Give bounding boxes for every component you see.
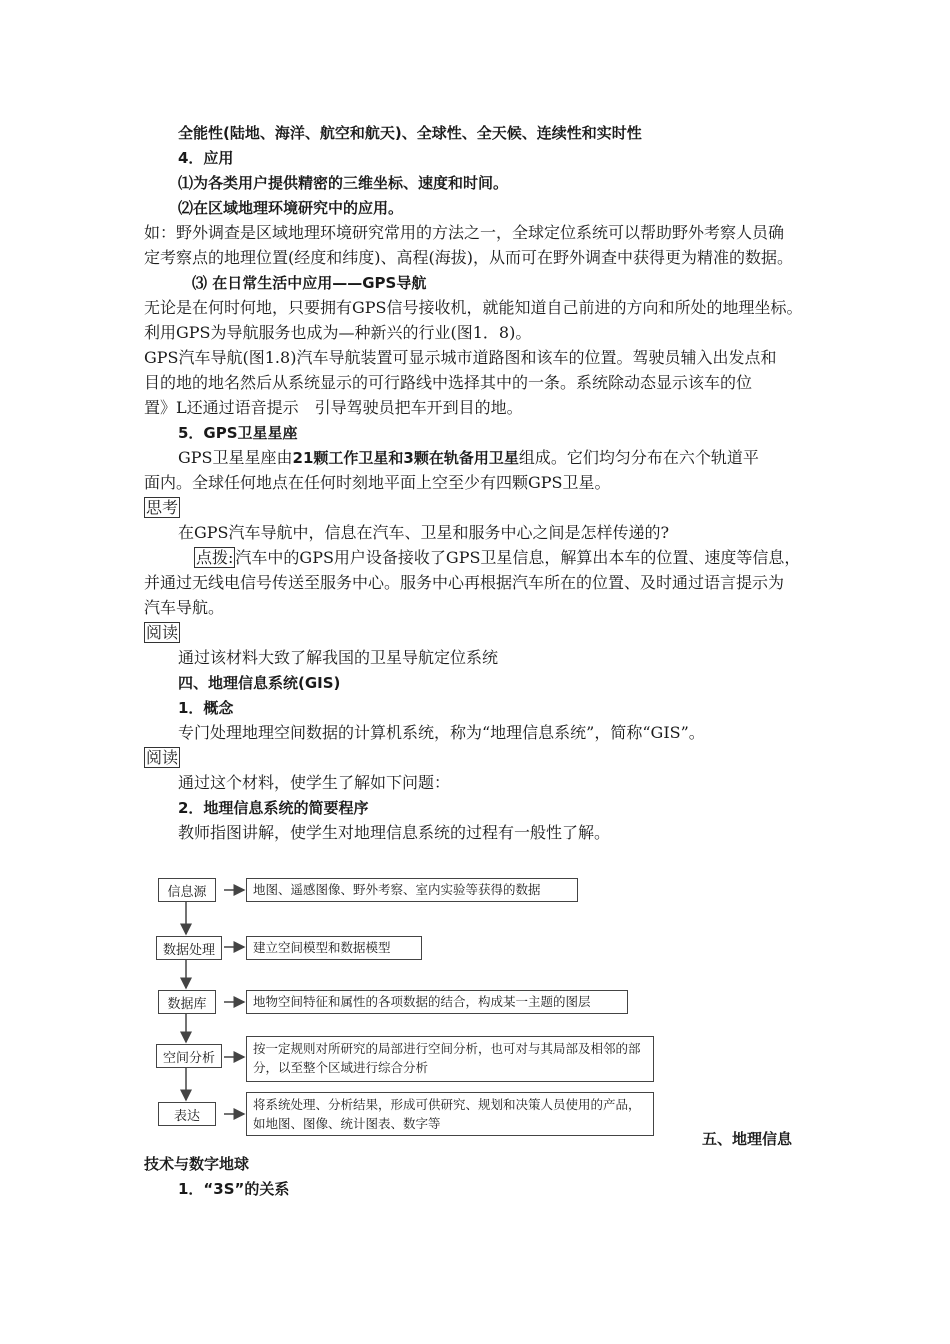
paragraph-line: 汽车导航。 — [144, 598, 225, 617]
hint-label: 点拨: — [196, 548, 234, 567]
heading-gis: 四、地理信息系统(GIS) — [178, 674, 341, 692]
step-processing: 数据处理 — [156, 936, 222, 960]
paragraph-line: 如：野外调查是区域地理环境研究常用的方法之一，全球定位系统可以帮助野外考察人员确 — [144, 223, 785, 242]
paragraph-line: 利用GPS为导航服务也成为—种新兴的行业(图1．8)。 — [144, 323, 532, 342]
hint-line — [194, 546, 800, 570]
think-box: 思考 — [146, 498, 179, 517]
paragraph-line: 专门处理地理空间数据的计算机系统，称为“地理信息系统”，简称“GIS”。 — [178, 723, 705, 742]
paragraph-line: 通过该材料大致了解我国的卫星导航定位系统 — [178, 648, 499, 667]
question-line: 在GPS汽车导航中，信息在汽车、卫星和服务中心之间是怎样传递的? — [178, 523, 670, 542]
read-box: 阅读 — [146, 748, 179, 767]
constellation-satellite-count: 21颗工作卫星和3颗在轨备用卫星 — [292, 449, 519, 467]
step-expression: 表达 — [158, 1102, 216, 1126]
paragraph-line: 无论是在何时何地，只要拥有GPS信号接收机，就能知道自己前进的方向和所处的地理坐标。 — [144, 298, 803, 317]
paragraph-line: 置》L还通过语音提示 引导驾驶员把车开到目的地。 — [144, 398, 523, 417]
step-source: 信息源 — [158, 878, 216, 902]
paragraph-line: 通过这个材料，使学生了解如下问题： — [178, 773, 451, 792]
paragraph-line: 面内。全球任何地点在任何时刻地平面上空至少有四颗GPS卫星。 — [144, 473, 611, 492]
label-think — [144, 496, 180, 520]
heading-digital-earth-cont: 技术与数字地球 — [144, 1155, 250, 1173]
paragraph-line: 教师指图讲解，使学生对地理信息系统的过程有一般性了解。 — [178, 823, 611, 842]
step-analysis-desc: 按一定规则对所研究的局部进行空间分析，也可对与其局部及相邻的部分，以至整个区域进行综合分析 — [246, 1036, 654, 1082]
gis-flowchart — [150, 866, 670, 1136]
paragraph-line — [178, 446, 759, 470]
label-read — [144, 621, 180, 645]
application-item-2: ⑵在区域地理环境研究中的应用。 — [178, 199, 404, 217]
paragraph-line: 定考察点的地理位置(经度和纬度)、高程(海拔)，从而可在野外调查中获得更为精准的数据。 — [144, 248, 793, 267]
application-item-1: ⑴为各类用户提供精密的三维坐标、速度和时间。 — [178, 174, 509, 192]
application-item-3: ⑶ 在日常生活中应用——GPS导航 — [192, 274, 427, 292]
step-analysis: 空间分析 — [156, 1044, 222, 1068]
hint-text: 汽车中的GPS用户设备接收了GPS卫星信息，解算出本车的位置、速度等信息， — [235, 548, 801, 567]
heading-3s: 1．“3S”的关系 — [178, 1180, 290, 1198]
constellation-text-end: 组成。它们均匀分布在六个轨道平 — [518, 448, 759, 467]
step-expression-desc: 将系统处理、分析结果，形成可供研究、规划和决策人员使用的产品，如地图、图像、统计图表、数字等 — [246, 1092, 654, 1136]
heading-gps-constellation: 5．GPS卫星星座 — [178, 424, 298, 442]
paragraph-line: 目的地的地名然后从系统显示的可行路线中选择其中的一条。系统除动态显示该车的位 — [144, 373, 753, 392]
read-box: 阅读 — [146, 623, 179, 642]
heading-digital-earth: 五、地理信息 — [702, 1130, 793, 1148]
step-database: 数据库 — [158, 990, 216, 1014]
constellation-text-start: GPS卫星星座由 — [178, 448, 293, 467]
step-source-desc: 地图、遥感图像、野外考察、室内实验等获得的数据 — [246, 878, 578, 902]
feature-list: 全能性(陆地、海洋、航空和航天)、全球性、全天候、连续性和实时性 — [178, 124, 642, 142]
paragraph-line: 并通过无线电信号传送至服务中心。服务中心再根据汽车所在的位置、及时通过语言提示为 — [144, 573, 785, 592]
label-read — [144, 746, 180, 770]
heading-concept: 1．概念 — [178, 699, 234, 717]
step-processing-desc: 建立空间模型和数据模型 — [246, 936, 422, 960]
step-database-desc: 地物空间特征和属性的各项数据的结合，构成某一主题的图层 — [246, 990, 628, 1014]
heading-gis-procedure: 2．地理信息系统的简要程序 — [178, 799, 369, 817]
paragraph-line: GPS汽车导航(图1.8)汽车导航装置可显示城市道路图和该车的位置。驾驶员辅入出发点和 — [144, 348, 777, 367]
heading-application: 4．应用 — [178, 149, 234, 167]
